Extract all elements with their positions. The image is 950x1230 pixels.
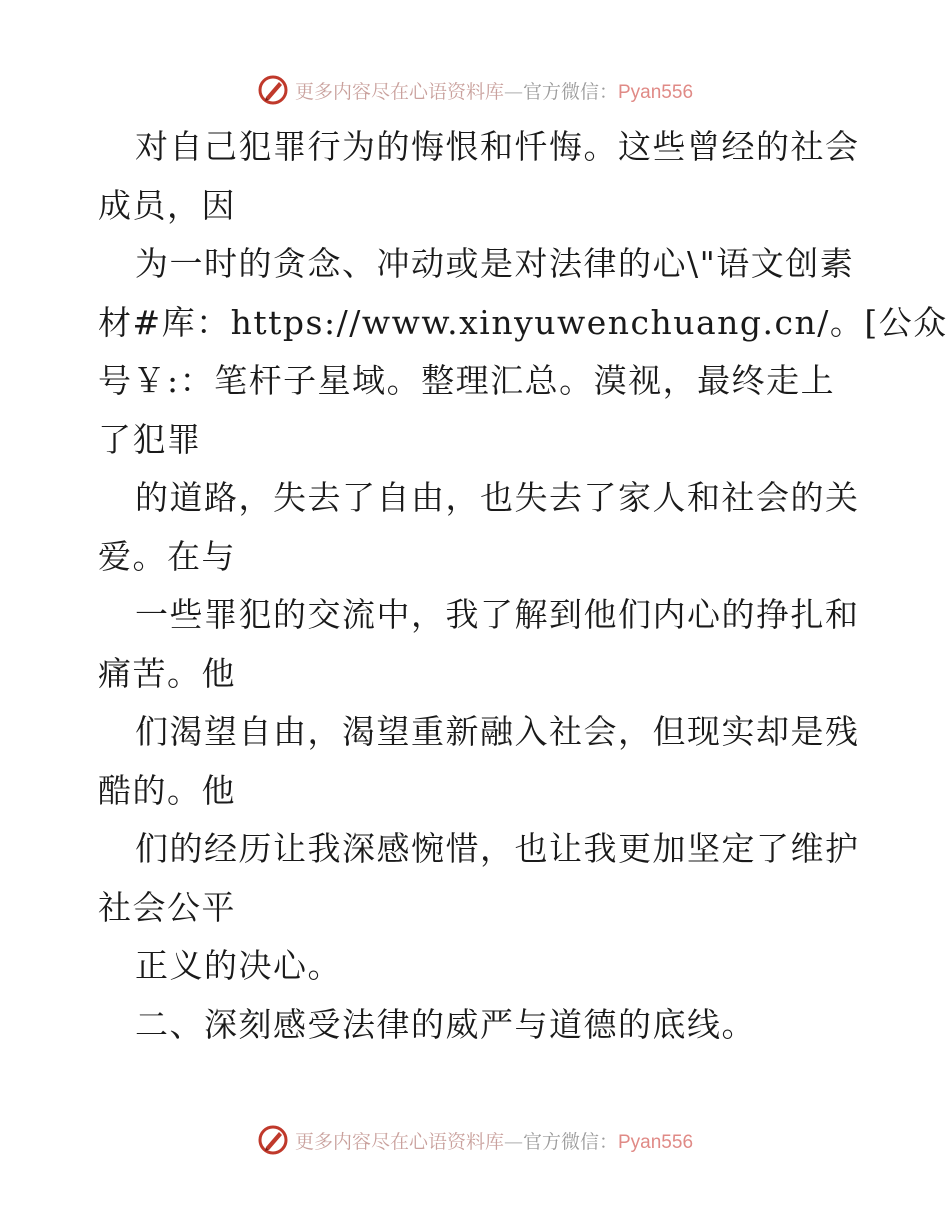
header-wechat-id: Pyan556 [618, 81, 694, 103]
body-line-4: 材#库：https://www.xinyuwenchuang.cn/。[公众 [98, 302, 948, 342]
footer-banner [0, 1120, 950, 1160]
footer-wechat-label: 官方微信： [522, 1130, 618, 1153]
footer-separator: — [503, 1130, 523, 1153]
header-banner [0, 70, 950, 110]
body-line-12: 酷的。他 [98, 770, 236, 810]
body-line-7: 的道路，失去了自由，也失去了家人和社会的关 [135, 478, 860, 517]
body-line-8: 爱。在与 [98, 536, 236, 576]
header-wechat-label: 官方微信： [522, 80, 618, 103]
document-body [98, 118, 948, 1078]
footer-banner-text [295, 1127, 693, 1154]
pen-seal-logo-icon [257, 74, 289, 106]
body-line-3: 为一时的贪念、冲动或是对法律的心\"语文创素 [135, 244, 855, 283]
header-separator: — [503, 80, 523, 103]
header-banner-text [295, 77, 693, 104]
body-line-5: 号￥:：笔杆子星域。整理汇总。漠视，最终走上 [98, 361, 836, 400]
body-line-2: 成员，因 [98, 185, 236, 225]
header-site-text: 更多内容尽在心语资料库 [294, 80, 504, 103]
body-line-1: 对自己犯罪行为的悔恨和忏悔。这些曾经的社会 [135, 127, 860, 166]
body-line-15: 正义的决心。 [135, 946, 342, 985]
body-line-11: 们渴望自由，渴望重新融入社会，但现实却是残 [135, 712, 860, 751]
body-line-6: 了犯罪 [98, 419, 202, 459]
body-line-14: 社会公平 [98, 887, 236, 927]
body-line-16: 二、深刻感受法律的威严与道德的底线。 [135, 1004, 756, 1044]
footer-wechat-id: Pyan556 [618, 1131, 694, 1153]
body-line-13: 们的经历让我深感惋惜，也让我更加坚定了维护 [135, 829, 860, 868]
body-line-10: 痛苦。他 [98, 653, 236, 693]
footer-site-text: 更多内容尽在心语资料库 [294, 1130, 504, 1153]
body-line-9: 一些罪犯的交流中，我了解到他们内心的挣扎和 [135, 595, 860, 634]
pen-seal-logo-icon [257, 1124, 289, 1156]
